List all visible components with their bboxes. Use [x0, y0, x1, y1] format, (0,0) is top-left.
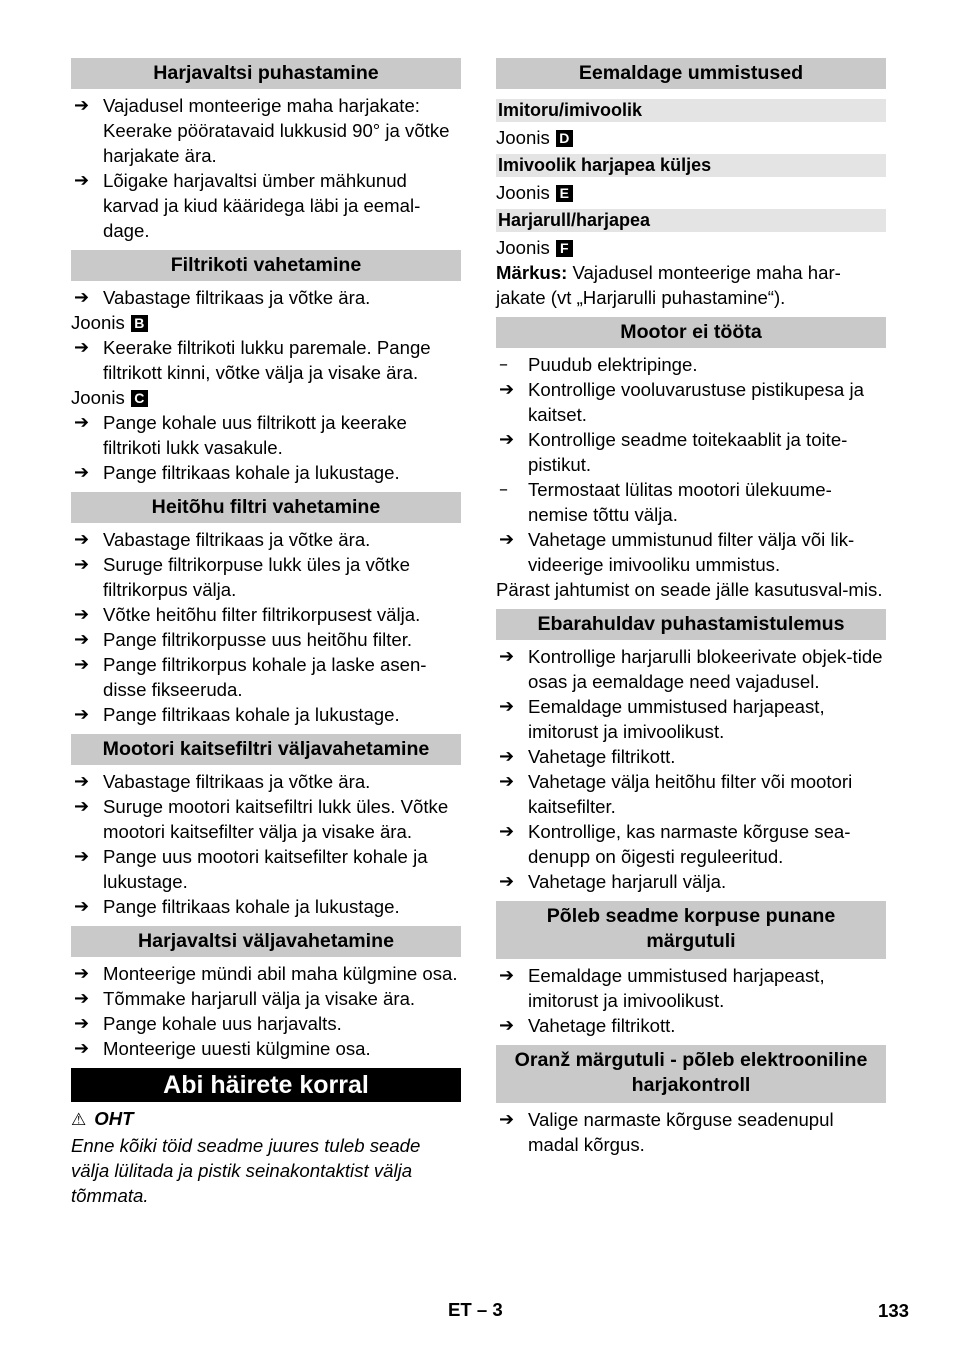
arrow-right-icon: ➔: [74, 846, 90, 867]
list-item: ➔ Kontrollige vooluvarustuse pistikupesa ja kaitset.: [499, 379, 864, 425]
list-item: – Puudub elektripinge.: [499, 354, 698, 375]
figure-letter-badge: B: [131, 315, 148, 332]
list-item: ➔ Pange filtrikaas kohale ja lukustage.: [74, 896, 400, 917]
arrow-right-icon: ➔: [499, 821, 515, 842]
figure-reference: Joonis D: [496, 125, 886, 150]
figure-letter-badge: F: [556, 240, 573, 257]
arrow-right-icon: ➔: [74, 988, 90, 1009]
arrow-right-icon: ➔: [74, 554, 90, 575]
warning-heading: ⚠ OHT: [71, 1108, 134, 1130]
list-item: ➔ Vajadusel monteerige maha harjakate: Keerake pööratavaid lukkusid 90° ja võtke harjakate ära.: [74, 95, 450, 166]
arrow-right-icon: ➔: [74, 704, 90, 725]
figure-letter-badge: C: [131, 390, 148, 407]
arrow-right-icon: ➔: [74, 1013, 90, 1034]
list-item: ➔ Valige narmaste kõrguse seadenupul madal kõrgus.: [499, 1109, 834, 1155]
section-heading-motor-not-running: Mootor ei tööta: [496, 317, 886, 348]
list-item: ➔ Suruge mootori kaitsefiltri lukk üles. Võtke mootori kaitsefilter välja ja visake ära.: [74, 796, 449, 842]
list-item: ➔ Pange kohale uus filtrikott ja keerake filtrikoti lukk vasakule.: [74, 412, 407, 458]
arrow-right-icon: ➔: [74, 896, 90, 917]
list-item: ➔ Pange filtrikorpus kohale ja laske asen-disse fikseeruda.: [74, 654, 427, 700]
list-item: ➔ Pange kohale uus harjavalts.: [74, 1013, 342, 1034]
dash-bullet: –: [499, 354, 508, 375]
section-heading-exhaust-filter: Heitõhu filtri vahetamine: [71, 492, 461, 523]
arrow-right-icon: ➔: [499, 379, 515, 400]
right-column: [496, 58, 886, 1157]
footer-language-page: ET – 3: [448, 1299, 503, 1320]
arrow-right-icon: ➔: [499, 871, 515, 892]
dash-bullet: –: [499, 479, 508, 500]
list-item: ➔ Pange filtrikaas kohale ja lukustage.: [74, 462, 400, 483]
warning-triangle-icon: ⚠: [71, 1110, 87, 1130]
chapter-title: Abi häirete korral: [71, 1068, 461, 1102]
list-item: ➔ Vahetage välja heitõhu filter või mootori kaitsefilter.: [499, 771, 853, 817]
arrow-right-icon: ➔: [74, 412, 90, 433]
section-heading-red-indicator: Põleb seadme korpuse punane märgutuli: [496, 901, 886, 959]
section-heading-motor-filter: Mootori kaitsefiltri väljavahetamine: [71, 734, 461, 765]
arrow-right-icon: ➔: [74, 287, 90, 308]
section-heading-brush-replacement: Harjavaltsi väljavahetamine: [71, 926, 461, 957]
arrow-right-icon: ➔: [499, 771, 515, 792]
arrow-right-icon: ➔: [74, 462, 90, 483]
arrow-right-icon: ➔: [499, 696, 515, 717]
list-item: ➔ Pange uus mootori kaitsefilter kohale ja lukustage.: [74, 846, 428, 892]
section-heading-clear-blockages: Eemaldage ummistused: [496, 58, 886, 89]
arrow-right-icon: ➔: [74, 963, 90, 984]
figure-reference: Joonis F: [496, 235, 886, 260]
list-item: ➔ Monteerige mündi abil maha külgmine osa.: [74, 963, 458, 984]
subheading-brush-roller: Harjarull/harjapea: [496, 209, 886, 232]
figure-letter-badge: D: [556, 130, 573, 147]
footer-page-number: 133: [878, 1300, 910, 1321]
warning-text: Enne kõiki töid seadme juures tuleb seade välja lülitada ja pistik seinakontaktist välja tõmmata.: [71, 1135, 421, 1206]
arrow-right-icon: ➔: [74, 629, 90, 650]
figure-reference: Joonis B: [71, 310, 461, 335]
arrow-right-icon: ➔: [74, 95, 90, 116]
arrow-right-icon: ➔: [74, 337, 90, 358]
subheading-suction-tube: Imitoru/imivoolik: [496, 99, 886, 122]
list-item: ➔ Eemaldage ummistused harjapeast, imitorust ja imivoolikust.: [499, 696, 825, 742]
list-item: ➔ Pange filtrikaas kohale ja lukustage.: [74, 704, 400, 725]
arrow-right-icon: ➔: [499, 529, 515, 550]
left-column: [71, 58, 461, 1208]
list-item: ➔ Kontrollige seadme toitekaablit ja toite-pistikut.: [499, 429, 848, 475]
arrow-right-icon: ➔: [499, 1015, 515, 1036]
list-item: – Termostaat lülitas mootori ülekuume-nemise tõttu välja.: [499, 479, 832, 525]
arrow-right-icon: ➔: [499, 646, 515, 667]
paragraph: Pärast jahtumist on seade jälle kasutusval-mis.: [496, 579, 883, 600]
section-heading-orange-indicator: Oranž märgutuli - põleb elektrooniline harjakontroll: [496, 1045, 886, 1103]
arrow-right-icon: ➔: [74, 170, 90, 191]
section-heading-filter-bag: Filtrikoti vahetamine: [71, 250, 461, 281]
figure-reference: Joonis E: [496, 180, 886, 205]
arrow-right-icon: ➔: [74, 529, 90, 550]
list-item: ➔ Kontrollige, kas narmaste kõrguse sea-denupp on õigesti reguleeritud.: [499, 821, 851, 867]
arrow-right-icon: ➔: [74, 604, 90, 625]
figure-letter-badge: E: [556, 185, 573, 202]
list-item: ➔ Vabastage filtrikaas ja võtke ära.: [74, 771, 371, 792]
list-item: ➔ Eemaldage ummistused harjapeast, imitorust ja imivoolikust.: [499, 965, 825, 1011]
list-item: ➔ Vahetage ummistunud filter välja või lik-videerige imivooliku ummistus.: [499, 529, 855, 575]
subheading-suction-hose-brush-head: Imivoolik harjapea küljes: [496, 154, 886, 177]
list-item: ➔ Keerake filtrikoti lukku paremale. Pange filtrikott kinni, võtke välja ja visake ära.: [74, 337, 431, 383]
list-item: ➔ Lõigake harjavaltsi ümber mähkunud karvad ja kiud kääridega läbi ja eemal-dage.: [74, 170, 421, 241]
list-item: ➔ Suruge filtrikorpuse lukk üles ja võtke filtrikorpus välja.: [74, 554, 410, 600]
list-item: ➔ Vahetage harjarull välja.: [499, 871, 727, 892]
arrow-right-icon: ➔: [74, 1038, 90, 1059]
figure-reference: Joonis C: [71, 385, 461, 410]
list-item: ➔ Monteerige uuesti külgmine osa.: [74, 1038, 371, 1059]
arrow-right-icon: ➔: [499, 965, 515, 986]
list-item: ➔ Vabastage filtrikaas ja võtke ära.: [74, 287, 371, 308]
arrow-right-icon: ➔: [74, 796, 90, 817]
arrow-right-icon: ➔: [499, 1109, 515, 1130]
arrow-right-icon: ➔: [499, 429, 515, 450]
arrow-right-icon: ➔: [499, 746, 515, 767]
note-paragraph: Märkus: Vajadusel monteerige maha har-jakate (vt „Harjarulli puhastamine“).: [496, 262, 841, 308]
arrow-right-icon: ➔: [74, 771, 90, 792]
arrow-right-icon: ➔: [74, 654, 90, 675]
list-item: ➔ Vabastage filtrikaas ja võtke ära.: [74, 529, 371, 550]
list-item: ➔ Pange filtrikorpusse uus heitõhu filter.: [74, 629, 413, 650]
section-heading-brush-cleaning: Harjavaltsi puhastamine: [71, 58, 461, 89]
list-item: ➔ Vahetage filtrikott.: [499, 746, 676, 767]
list-item: ➔ Kontrollige harjarulli blokeerivate objek-tide osas ja eemaldage need vajadusel.: [499, 646, 883, 692]
list-item: ➔ Vahetage filtrikott.: [499, 1015, 676, 1036]
list-item: ➔ Võtke heitõhu filter filtrikorpusest välja.: [74, 604, 421, 625]
list-item: ➔ Tõmmake harjarull välja ja visake ära.: [74, 988, 416, 1009]
section-heading-poor-cleaning: Ebarahuldav puhastamistulemus: [496, 609, 886, 640]
